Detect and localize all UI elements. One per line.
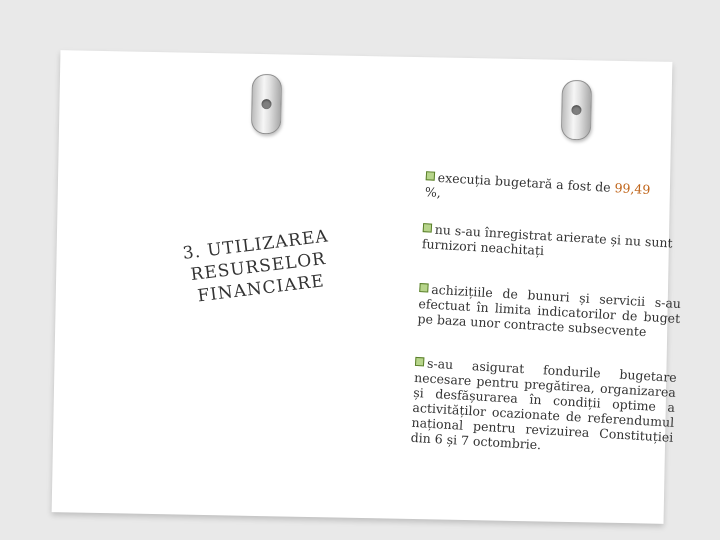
- list-item: [410, 355, 677, 460]
- pushpin-icon: [561, 80, 592, 141]
- slide-board: [52, 50, 682, 524]
- bullet-suffix: %,: [424, 184, 442, 201]
- list-item: [417, 281, 681, 341]
- bullet-list: [410, 169, 688, 453]
- list-item: [425, 169, 688, 214]
- bullet-text: execuția bugetară a fost de: [437, 169, 616, 196]
- execution-percent: 99,49: [614, 180, 651, 198]
- bullet-text: nu s-au înregistrat arierate și nu sunt furnizori neachitați: [421, 221, 673, 259]
- square-bullet-icon: [426, 171, 436, 181]
- pushpin-icon: [251, 74, 282, 135]
- square-bullet-icon: [419, 283, 429, 293]
- square-bullet-icon: [423, 223, 433, 233]
- section-title: 3. UTILIZAREA RESURSELOR FINANCIARE: [181, 226, 330, 307]
- bullet-text: achizițiile de bunuri și servicii s-au efectuat în limita indicatorilor de buget pe baza unor contracte subsecvente: [417, 281, 682, 340]
- square-bullet-icon: [415, 357, 425, 367]
- bullet-text: s-au asigurat fondurile bugetare necesare pentru pregătirea, organizarea și desfășurarea în condiții optime a activităților ocazionate de referendumul național pentru revizuirea Constituției din 6 și 7 octombrie.: [410, 355, 678, 453]
- list-item: [422, 221, 685, 266]
